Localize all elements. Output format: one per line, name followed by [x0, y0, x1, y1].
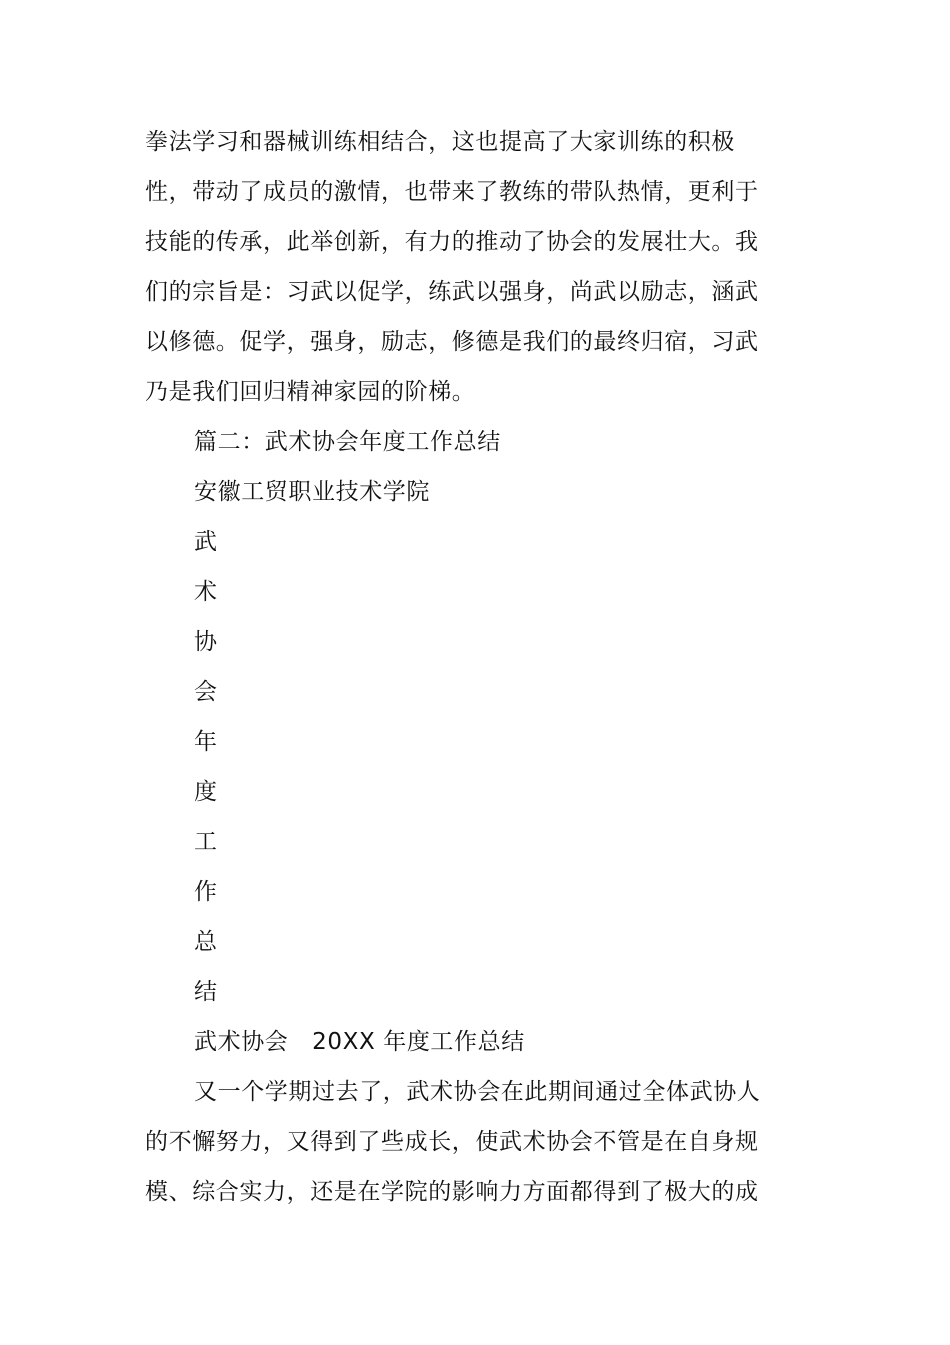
vertical-title-char: 年 — [194, 729, 218, 755]
paragraph-2-line-1: 又一个学期过去了，武术协会在此期间通过全体武协人 — [194, 1079, 761, 1105]
vertical-title-char: 总 — [194, 929, 218, 955]
vertical-title-char: 协 — [194, 629, 218, 655]
vertical-title-char: 术 — [194, 579, 218, 605]
vertical-title-char: 度 — [194, 779, 218, 805]
vertical-title-char: 会 — [194, 679, 218, 705]
institution-name: 安徽工贸职业技术学院 — [194, 479, 430, 505]
vertical-title-char: 作 — [194, 879, 218, 905]
paragraph-1-line-6: 乃是我们回归精神家园的阶梯。 — [145, 379, 476, 405]
paragraph-1-line-2: 性，带动了成员的激情，也带来了教练的带队热情，更利于 — [145, 179, 759, 205]
paragraph-2-line-3: 模、综合实力，还是在学院的影响力方面都得到了极大的成 — [145, 1179, 759, 1205]
paragraph-1-line-3: 技能的传承，此举创新，有力的推动了协会的发展壮大。我 — [145, 229, 759, 255]
vertical-title-char: 结 — [194, 979, 218, 1005]
report-title: 武术协会 20XX 年度工作总结 — [194, 1029, 525, 1055]
paragraph-1-line-4: 们的宗旨是：习武以促学，练武以强身，尚武以励志，涵武 — [145, 279, 759, 305]
vertical-title-char: 工 — [194, 829, 218, 855]
section-heading: 篇二：武术协会年度工作总结 — [194, 429, 501, 455]
paragraph-1-line-1: 拳法学习和器械训练相结合，这也提高了大家训练的积极 — [145, 129, 735, 155]
vertical-title-char: 武 — [194, 529, 218, 555]
paragraph-2-line-2: 的不懈努力，又得到了些成长，使武术协会不管是在自身规 — [145, 1129, 759, 1155]
paragraph-1-line-5: 以修德。促学，强身，励志，修德是我们的最终归宿，习武 — [145, 329, 759, 355]
